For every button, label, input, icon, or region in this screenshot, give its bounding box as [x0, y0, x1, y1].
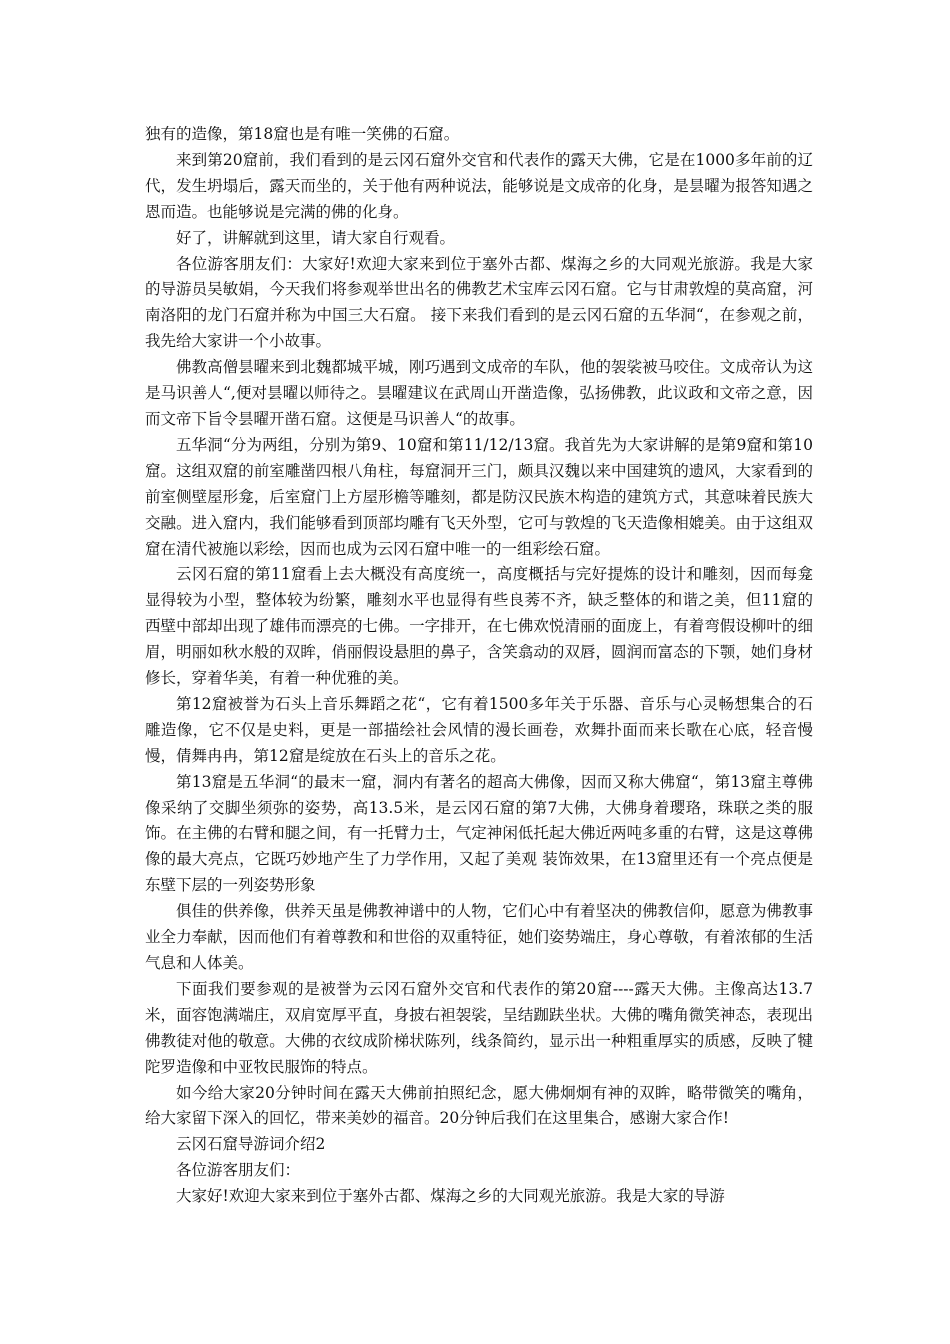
paragraph-2: 来到第20窟前，我们看到的是云冈石窟外交官和代表作的露天大佛，它是在1000多年前的辽代，发生坍塌后，露天而坐的，关于他有两种说法，能够说是文成帝的化身，是昙曜为报答知遇之恩而造。也能够说是完满的佛的化身。 — [145, 150, 813, 221]
section-heading: 云冈石窟导游词介绍2 — [176, 1135, 326, 1154]
paragraph-1: 独有的造像，第18窟也是有唯一笑佛的石窟。 — [145, 125, 460, 143]
greeting: 各位游客朋友们： — [176, 1161, 301, 1180]
paragraph-3: 好了，讲解就到这里，请大家自行观看。 — [176, 228, 456, 247]
paragraph-15: 大家好!欢迎大家来到位于塞外古都、煤海之乡的大同观光旅游。我是大家的导游 — [176, 1187, 725, 1206]
document-page — [145, 122, 813, 1210]
paragraph-12: 如今给大家20分钟时间在露天大佛前拍照纪念，愿大佛炯炯有神的双眸，略带微笑的嘴角，给大家留下深入的回忆，带来美妙的福音。20分钟后我们在这里集合，感谢大家合作! — [145, 1083, 813, 1128]
paragraph-4: 各位游客朋友们：大家好!欢迎大家来到位于塞外古都、煤海之乡的大同观光旅游。我是大家的导游员吴敏娟，今天我们将参观举世出名的佛教艺术宝库云冈石窟。它与甘肃敦煌的莫高窟，河南洛阳的龙门石窟并称为中国三大石窟。 接下来我们看到的是云冈石窟的五华洞“，在参观之前，我先给大家讲一个小故事。 — [145, 254, 813, 351]
paragraph-7: 云冈石窟的第11窟看上去大概没有高度统一，高度概括与完好提炼的设计和雕刻，因而每龛显得较为小型，整体较为纷繁，雕刻水平也显得有些良莠不齐，缺乏整体的和谐之美，但11窟的西壁中部却出现了雄伟而漂亮的七佛。一字排开，在七佛欢悦清丽的面庞上，有着弯假设柳叶的细眉，明丽如秋水般的双眸，俏丽假设悬胆的鼻子，含笑翕动的双唇，圆润而富态的下颚，她们身材修长，穿着华美，有着一种优雅的美。 — [145, 565, 813, 688]
paragraph-9: 第13窟是五华洞“的最末一窟，洞内有著名的超高大佛像，因而又称大佛窟“，第13窟主尊佛像采纳了交脚坐须弥的姿势，高13.5米，是云冈石窟的第7大佛，大佛身着璎珞，珠联之类的服饰。在主佛的右臂和腿之间，有一托臂力士，气定神闲低托起大佛近两吨多重的右臂，这是这尊佛像的最大亮点，它既巧妙地产生了力学作用，又起了美观 装饰效果，在13窟里还有一个亮点便是东壁下层的一列姿势形象 — [145, 772, 813, 895]
paragraph-8: 第12窟被誉为石头上音乐舞蹈之花“，它有着1500多年关于乐器、音乐与心灵畅想集合的石雕造像，它不仅是史料，更是一部描绘社会风情的漫长画卷，欢舞扑面而来长歌在心底，轻音慢慢，倩舞冉冉，第12窟是绽放在石头上的音乐之花。 — [145, 694, 813, 765]
paragraph-11: 下面我们要参观的是被誉为云冈石窟外交官和代表作的第20窟----露天大佛。主像高达13.7米，面容饱满端庄，双肩宽厚平直，身披右袒袈裟，呈结跏趺坐状。大佛的嘴角微笑神态，表现出佛教徒对他的敬意。大佛的衣纹成阶梯状陈列，线条简约，显示出一种粗重厚实的质感，反映了犍陀罗造像和中亚牧民服饰的特点。 — [145, 979, 813, 1076]
paragraph-6: 五华洞“分为两组，分别为第9、10窟和第11/12/13窟。我首先为大家讲解的是第9窟和第10窟。这组双窟的前室雕凿四根八角柱，每窟洞开三门，颇具汉魏以来中国建筑的遗风，大家看到的前室侧壁屋形龛，后室窟门上方屋形檐等雕刻，都是防汉民族木构造的建筑方式，其意味着民族大交融。进入窟内，我们能够看到顶部均雕有飞天外型，它可与敦煌的飞天造像相媲美。由于这组双窟在清代被施以彩绘，因而也成为云冈石窟中唯一的一组彩绘石窟。 — [145, 435, 813, 558]
paragraph-5: 佛教高僧昙曜来到北魏都城平城，刚巧遇到文成帝的车队，他的袈裟被马咬住。文成帝认为这是马识善人“,便对昙曜以师待之。昙曜建议在武周山开凿造像，弘扬佛教，此议政和文帝之意，因而文帝下旨令昙曜开凿石窟。这便是马识善人“的故事。 — [145, 358, 813, 428]
paragraph-10: 俱佳的供养像，供养天虽是佛教神谱中的人物，它们心中有着坚决的佛教信仰，愿意为佛教事业全力奉献，因而他们有着尊教和和世俗的双重特征，她们姿势端庄，身心尊敬，有着浓郁的生活气息和人体美。 — [145, 902, 813, 972]
